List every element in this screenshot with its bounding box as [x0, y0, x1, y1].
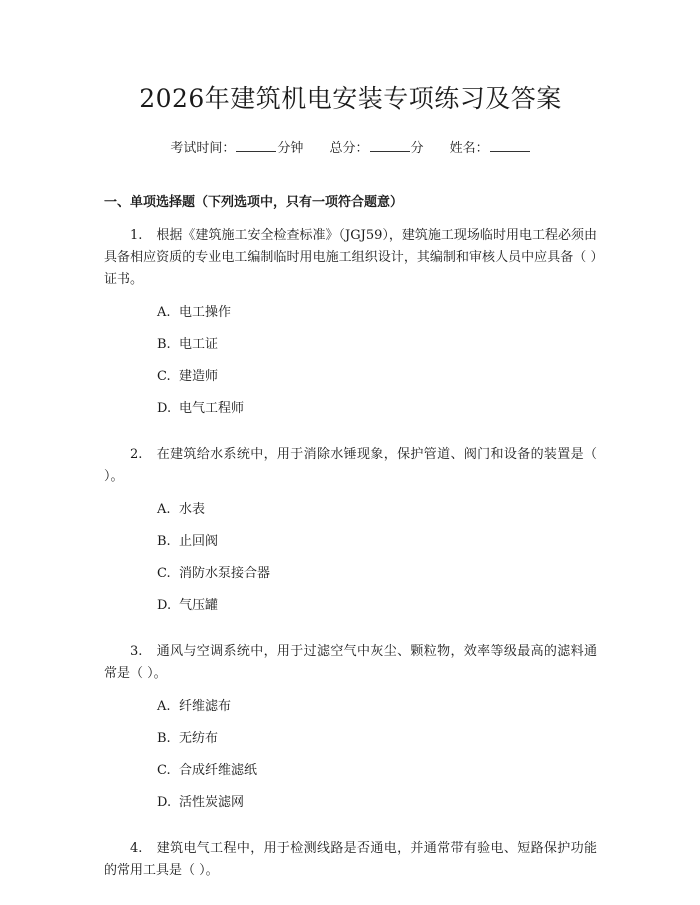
option-text: 无纺布: [179, 731, 219, 746]
question-4: [104, 838, 597, 882]
question-number: 3.: [130, 644, 143, 659]
option-text: 止回阀: [179, 534, 219, 549]
option-letter: C.: [157, 763, 171, 778]
question-stem: [104, 225, 597, 291]
option-text: 建造师: [179, 369, 219, 384]
option-d: [104, 794, 597, 826]
question-text: 在建筑给水系统中，用于消除水锤现象，保护管道、阀门和设备的装置是（ ）。: [104, 447, 597, 484]
option-text: 消防水泵接合器: [179, 566, 271, 581]
option-letter: B.: [157, 337, 171, 352]
option-a: [104, 698, 597, 730]
question-number: 4.: [130, 841, 143, 856]
option-list: [104, 501, 597, 629]
exam-time-label: 考试时间：: [170, 141, 236, 156]
option-letter: B.: [157, 534, 171, 549]
exam-time-field: [170, 138, 303, 159]
option-text: 合成纤维滤纸: [179, 763, 258, 778]
exam-meta-line: [104, 138, 597, 158]
total-score-blank: [370, 138, 410, 152]
option-letter: A.: [157, 305, 171, 320]
option-list: [104, 698, 597, 826]
question-stem: [104, 641, 597, 685]
option-text: 电工操作: [179, 305, 232, 320]
total-score-field: [329, 138, 423, 159]
question-1: [104, 225, 597, 432]
option-letter: A.: [157, 502, 171, 517]
exam-time-blank: [236, 138, 276, 152]
question-stem: [104, 838, 597, 882]
option-text: 活性炭滤网: [179, 795, 245, 810]
question-number: 1.: [130, 228, 143, 243]
student-name-field: [450, 138, 531, 159]
option-d: [104, 400, 597, 432]
option-text: 电工证: [179, 337, 219, 352]
option-letter: C.: [157, 566, 171, 581]
option-b: [104, 730, 597, 762]
option-a: [104, 304, 597, 336]
option-a: [104, 501, 597, 533]
option-letter: D.: [157, 795, 172, 810]
student-name-blank: [490, 138, 530, 152]
option-b: [104, 336, 597, 368]
option-d: [104, 597, 597, 629]
option-letter: C.: [157, 369, 171, 384]
question-3: [104, 641, 597, 826]
option-text: 气压罐: [179, 598, 219, 613]
question-stem: [104, 444, 597, 488]
option-list: [104, 304, 597, 432]
question-text: 建筑电气工程中，用于检测线路是否通电，并通常带有验电、短路保护功能的常用工具是（ ）。: [104, 841, 597, 878]
total-score-unit: 分: [410, 141, 424, 156]
document-title: 2026年建筑机电安装专项练习及答案: [139, 84, 562, 113]
option-c: [104, 762, 597, 794]
section-heading: 一、单项选择题（下列选项中，只有一项符合题意）: [104, 195, 404, 210]
option-text: 纤维滤布: [179, 699, 232, 714]
question-2: [104, 444, 597, 629]
option-c: [104, 368, 597, 400]
option-text: 电气工程师: [179, 401, 245, 416]
option-c: [104, 565, 597, 597]
option-letter: D.: [157, 401, 172, 416]
option-letter: D.: [157, 598, 172, 613]
option-letter: A.: [157, 699, 171, 714]
total-score-label: 总分：: [329, 141, 369, 156]
option-b: [104, 533, 597, 565]
option-letter: B.: [157, 731, 171, 746]
student-name-label: 姓名：: [449, 141, 489, 156]
option-text: 水表: [179, 502, 206, 517]
exam-time-unit: 分钟: [277, 141, 304, 156]
question-text: 通风与空调系统中，用于过滤空气中灰尘、颗粒物，效率等级最高的滤料通常是（ ）。: [104, 644, 597, 681]
question-text: 根据《建筑施工安全检查标准》（JGJ59），建筑施工现场临时用电工程必须由具备相应资质的专业电工编制临时用电施工组织设计，其编制和审核人员中应具备（ ）证书。: [104, 228, 597, 287]
question-number: 2.: [130, 447, 143, 462]
